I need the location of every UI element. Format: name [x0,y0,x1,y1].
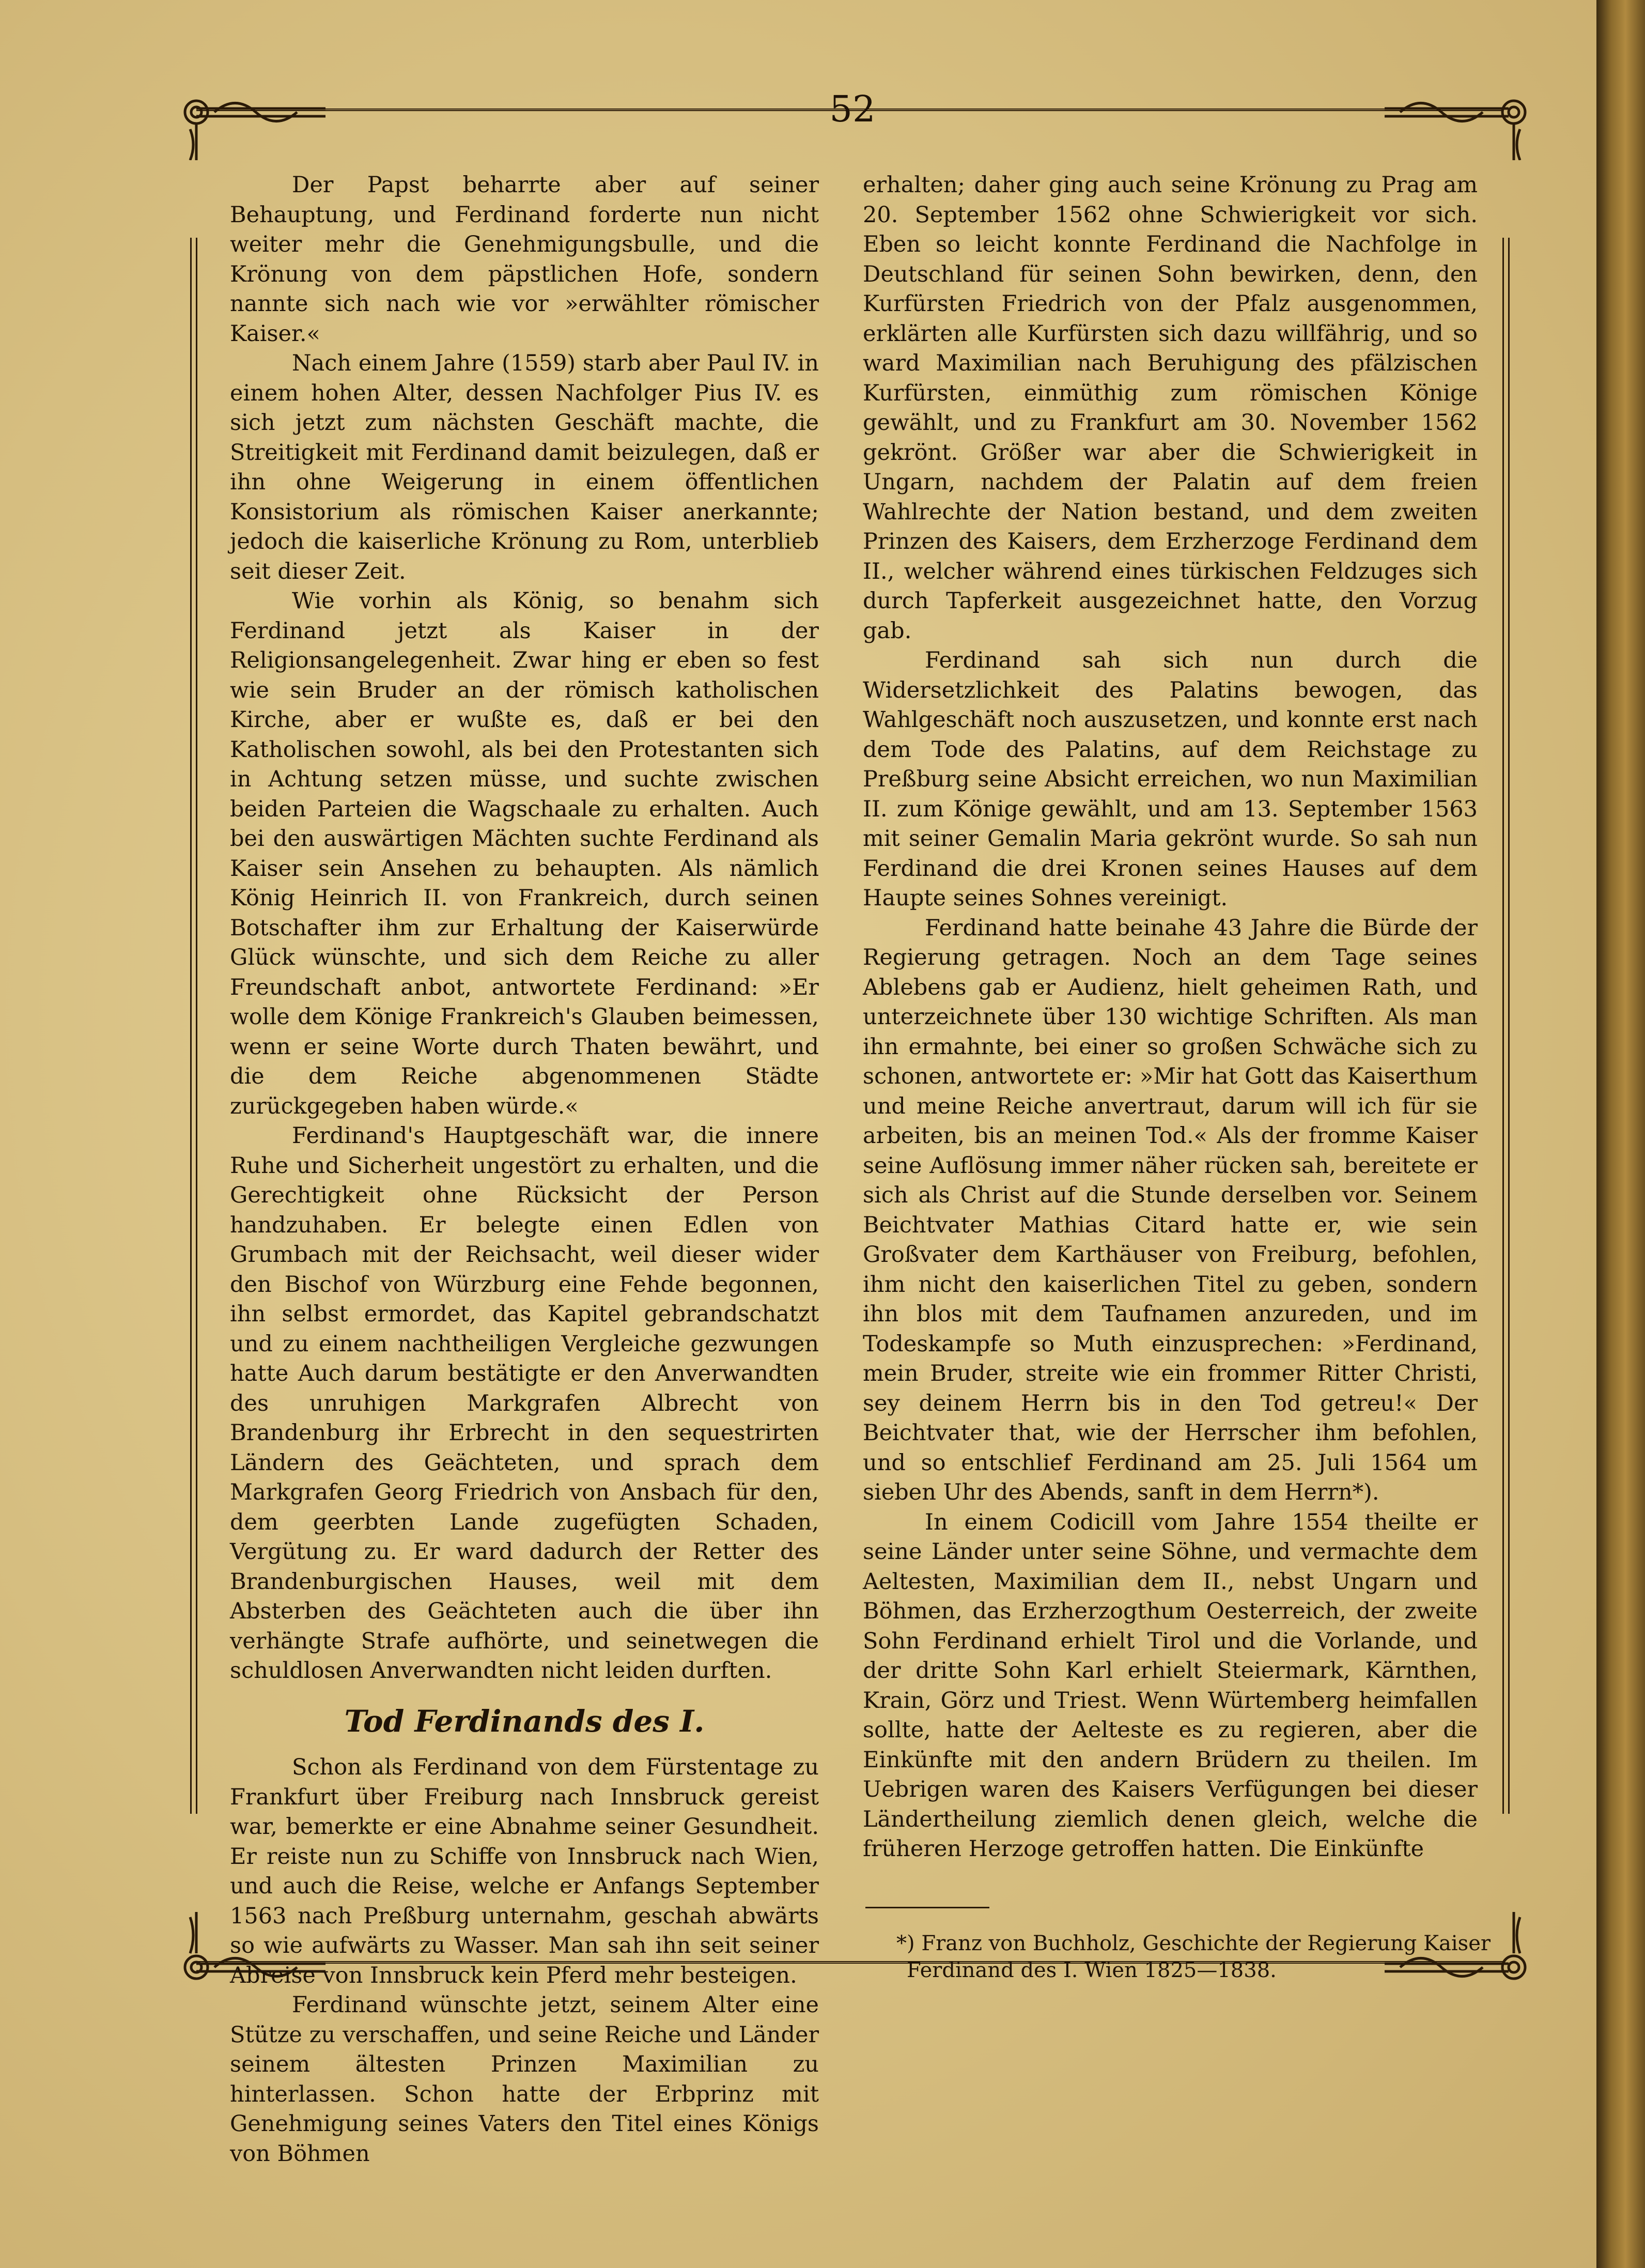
right-border-rule [1502,238,1510,1814]
top-left-ornament [165,78,341,160]
left-border-rule [190,238,197,1814]
page-number: 52 [829,88,876,130]
paragraph: Schon als Ferdinand von dem Fürstentage zu Frankfurt über Freiburg nach Innsbruck gereist war, bemerkte er eine Abnahme seiner Gesundheit. Er reiste nun zu Schiffe von Innsbruck nach Wien, und auch die Reise, welche er Anfangs September 1563 nach Preßburg unternahm, geschah abwärts so wie aufwärts zu Wasser. Man sah ihn seit seiner Abreise von Innsbruck kein Pferd mehr besteigen. [230,1754,819,1988]
paragraph: erhalten; daher ging auch seine Krönung zu Prag am 20. September 1562 ohne Schwierigkeit vor sich. Eben so leicht konnte Ferdinand die Nachfolge in Deutschland für seinen Sohn bewirken, denn, den Kurfürsten Friedrich von der Pfalz ausgenommen, erklärten alle Kurfürsten sich dazu willfährig, und so ward Maximilian nach Beruhigung des pfälzischen Kurfürsten, einmüthig zum römischen Könige gewählt, und zu Frankfurt am 30. November 1562 gekrönt. Größer war aber die Schwierigkeit in Ungarn, nachdem der Palatin auf dem freien Wahlrechte der Nation bestand, und dem zweiten Prinzen des Kaisers, dem Erzherzoge Ferdinand dem II., welcher während eines türkischen Feldzuges sich durch Tapferkeit ausgezeichnet hatte, den Vorzug gab. [863,172,1478,644]
page-edge [1596,0,1645,2268]
paragraph: Ferdinand wünschte jetzt, seinem Alter eine Stütze zu verschaffen, und seine Reiche und Länder seinem ältesten Prinzen Maximilian zu hinterlassen. Schon hatte der Erbprinz mit Genehmigung seines Vaters den Titel eines Königs von Böhmen [230,1992,819,2167]
section-heading: Tod Ferdinands des I. [344,1703,705,1739]
paragraph: Nach einem Jahre (1559) starb aber Paul IV. in einem hohen Alter, dessen Nachfolger Pius IV. es sich jetzt zum nächsten Geschäft machte, die Streitigkeit mit Ferdinand damit beizulegen, daß er ihn ohne Weigerung in einem öffentlichen Konsistorium als römischen Kaiser anerkannte; jedoch die kaiserliche Krönung zu Rom, unterblieb seit dieser Zeit. [230,350,819,584]
paragraph: Der Papst beharrte aber auf seiner Behauptung, und Ferdinand forderte nun nicht weiter mehr die Genehmigungsbulle, und die Krönung von dem päpstlichen Hofe, sondern nannte sich nach wie vor »erwählter römischer Kaiser.« [230,172,819,347]
paragraph: Ferdinand's Hauptgeschäft war, die innere Ruhe und Sicherheit ungestört zu erhalten, und die Gerechtigkeit ohne Rücksicht der Person handzuhaben. Er belegte einen Edlen von Grumbach mit der Reichsacht, weil dieser wider den Bischof von Würzburg eine Fehde begonnen, ihn selbst ermordet, das Kapitel gebrandschatzt und zu einem nachtheiligen Vergleiche gezwungen hatte Auch darum bestätigte er den Anverwandten des unruhigen Markgrafen Albrecht von Brandenburg ihr Erbrecht in den sequestrirten Ländern des Geächteten, und sprach dem Markgrafen Georg Friedrich von Ansbach für den, dem geerbten Lande zugefügten Schaden, Vergütung zu. Er ward dadurch der Retter des Brandenburgischen Hauses, weil mit dem Absterben des Geächteten auch die über ihn verhängte Strafe aufhörte, und seinetwegen die schuldlosen Anverwandten nicht leiden durften. [230,1123,819,1684]
paragraph: In einem Codicill vom Jahre 1554 theilte er seine Länder unter seine Söhne, und vermachte dem Aeltesten, Maximilian dem II., nebst Ungarn und Böhmen, das Erzherzogthum Oesterreich, der zweite Sohn Ferdinand erhielt Tirol und die Vorlande, und der dritte Sohn Karl erhielt Steiermark, Kärnthen, Krain, Görz und Triest. Wenn Würtemberg heimfallen sollte, hatte der Aelteste es zu regieren, aber die Einkünfte mit den andern Brüdern zu theilen. Im Uebrigen waren des Kaisers Verfügungen bei dieser Ländertheilung ziemlich denen gleich, welche die früheren Herzoge getroffen hatten. Die Einkünfte [863,1509,1478,1862]
paragraph: Wie vorhin als König, so benahm sich Ferdinand jetzt als Kaiser in der Religionsangelegenheit. Zwar hing er eben so fest wie sein Bruder an der römisch katholischen Kirche, aber er wußte es, daß er bei den Katholischen sowohl, als bei den Protestanten sich in Achtung setzen müsse, und suchte zwischen beiden Parteien die Wagschaale zu erhalten. Auch bei den auswärtigen Mächten suchte Ferdinand als Kaiser sein Ansehen zu behaupten. Als nämlich König Heinrich II. von Frankreich, durch seinen Botschafter ihm zur Erhaltung der Kaiserwürde Glück wünschte, und sich dem Reiche zu aller Freundschaft anbot, antwortete Ferdinand: »Er wolle dem Könige Frankreich's Glauben beimessen, wenn er seine Worte durch Thaten bewährt, und die dem Reiche abgenommenen Städte zurückgegeben haben würde.« [230,588,819,1119]
left-column [230,171,819,2169]
footnote: *) Franz von Buchholz, Geschichte der Regierung Kaiser Ferdinand des I. Wien 1825—1838. [896,1932,1491,1982]
paragraph: Ferdinand sah sich nun durch die Widersetzlichkeit des Palatins bewogen, das Wahlgeschäft noch auszusetzen, und konnte erst nach dem Tode des Palatins, auf dem Reichstage zu Preßburg seine Absicht erreichen, wo nun Maximilian II. zum Könige gewählt, und am 13. September 1563 mit seiner Gemalin Maria gekrönt wurde. So sah nun Ferdinand die drei Kronen seines Hauses auf dem Haupte seines Sohnes vereinigt. [863,647,1478,911]
footnote-separator [865,1907,989,1908]
right-column [863,171,1478,1864]
top-right-ornament [1385,78,1550,160]
paragraph: Ferdinand hatte beinahe 43 Jahre die Bürde der Regierung getragen. Noch an dem Tage seines Ablebens gab er Audienz, hielt geheimen Rath, und unterzeichnete über 130 wichtige Schriften. Als man ihn ermahnte, bei einer so großen Schwäche sich zu schonen, antwortete er: »Mir hat Gott das Kaiserthum und meine Reiche anvertraut, darum will ich für sie arbeiten, bis an meinen Tod.« Als der fromme Kaiser seine Auflösung immer näher rücken sah, bereitete er sich als Christ auf die Stunde derselben vor. Seinem Beichtvater Mathias Citard hatte er, wie sein Großvater dem Karthäuser von Freiburg, befohlen, ihm nicht den kaiserlichen Titel zu geben, sondern ihn blos mit dem Taufnamen anzureden, und im Todeskampfe so Muth einzusprechen: »Ferdinand, mein Bruder, streite wie ein frommer Ritter Christi, sey deinem Herrn bis in den Tod getreu!« Der Beichtvater that, wie der Herrscher ihm befohlen, und so entschlief Ferdinand am 25. Juli 1564 um sieben Uhr des Abends, sanft in dem Herrn*). [863,915,1478,1505]
